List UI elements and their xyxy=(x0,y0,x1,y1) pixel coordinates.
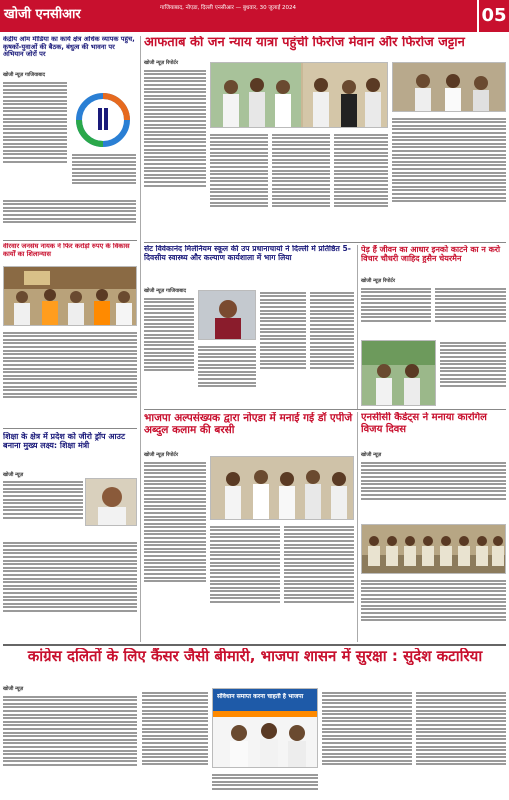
story-2-body-b xyxy=(210,132,268,240)
paper-name: खोजी एनसीआर xyxy=(4,7,81,22)
story-8-byline: खोजी न्यूज़ xyxy=(361,452,382,458)
story-4-body-d xyxy=(310,290,354,406)
masthead xyxy=(0,0,509,32)
story-6-body-b xyxy=(3,540,137,642)
story-3-body xyxy=(3,330,137,426)
story-7-photo xyxy=(210,456,354,520)
story-1-body xyxy=(3,80,67,198)
story-3-photo xyxy=(3,266,137,326)
story-7-byline: खोजी न्यूज़ रिपोर्टर xyxy=(144,452,178,458)
story-1-body-c xyxy=(3,198,136,236)
story-4-body-b xyxy=(198,344,256,406)
story-7-headline: भाजपा अल्पसंख्यक द्वारा नोएडा में मनाई गई डॉ एपीजे अब्दुल कलाम की बरसी xyxy=(144,412,353,437)
story-4-photo xyxy=(198,290,256,340)
story-3-headline: वीरवार जनसंघ नायक ने फिर करोड़ों रुपए के विकास कार्यों का शिलान्यास xyxy=(3,243,130,258)
story-9-body-b xyxy=(142,690,208,798)
story-1-byline: खोजी न्यूज़ गाजियाबाद xyxy=(3,72,46,78)
story-1-body-b xyxy=(72,152,136,198)
story-7-body xyxy=(144,460,206,640)
story-2-headline: आफताब की जन न्याय यात्रा पहुंची फिरोज मेवान और फिरोज जट्टान xyxy=(144,36,465,50)
story-8-body-b xyxy=(361,578,506,640)
story-2-byline: खोजी न्यूज़ रिपोर्टर xyxy=(144,60,178,66)
story-2-photo xyxy=(210,62,388,128)
story-5-body-b xyxy=(435,286,506,338)
story-4-body-c xyxy=(260,290,306,406)
story-9-byline: खोजी न्यूज़ xyxy=(3,686,24,692)
story-1-logo-image xyxy=(72,92,134,148)
story-9-photo-banner: संविधान समाप्त करना चाहती है भाजपा xyxy=(217,693,304,700)
story-9-headline: कांग्रेस दलितों के लिए कैंसर जैसी बीमारी, भाजपा शासन में सुरक्षा : सुदेश कटारिया xyxy=(27,648,483,665)
story-2-body-c xyxy=(272,132,330,240)
story-5-body xyxy=(361,286,431,338)
page-number: 05 xyxy=(481,5,507,26)
story-6-photo xyxy=(85,478,137,526)
story-4-body xyxy=(144,296,194,406)
story-9-body xyxy=(3,694,137,798)
story-9-photo xyxy=(212,688,318,768)
story-8-body xyxy=(361,460,506,520)
story-7-body-c xyxy=(284,524,354,640)
story-8-headline: एनसीसी कैडेट्स ने मनाया कारगिल विजय दिवस xyxy=(361,412,487,435)
story-2-body-e xyxy=(392,116,506,240)
story-6-byline: खोजी न्यूज़ xyxy=(3,472,24,478)
page-number-box xyxy=(477,0,509,32)
story-9-body-c xyxy=(212,772,318,798)
edition-info: गाजियाबाद, नोएडा, दिल्ली एनसीआर — बुधवार, 30 जुलाई 2024 xyxy=(160,5,297,11)
story-9-body-d xyxy=(322,690,412,798)
story-2-body xyxy=(144,68,206,240)
story-6-body xyxy=(3,479,83,539)
story-5-headline: पेड़ हैं जीवन का आधार इनको काटने का न करो विचार चौधरी जाहिद हुसैन चेयरमैन xyxy=(361,245,501,264)
story-6-headline xyxy=(3,432,137,450)
story-2-body-d xyxy=(334,132,388,240)
story-6-headline-text: शिक्षा के क्षेत्र में प्रदेश को जीरो ड्रॉप आउट बनाना मुख्य लक्ष्य: शिक्षा मंत्री xyxy=(3,432,125,451)
story-5-body-c xyxy=(440,340,506,406)
story-7-body-b xyxy=(210,524,280,640)
story-2-photo-b xyxy=(392,62,506,112)
story-1-headline: केंद्रीय ओम मीडिया का कार्य क्षेत्र अधिक व्यापक पहुंच, कृषकों-युवाओं की बैठक, बंधुत्व की भावना पर अभियान जोरों पर xyxy=(3,36,135,59)
story-5-photo xyxy=(361,340,436,406)
story-9-body-e xyxy=(416,690,506,798)
story-5-byline: खोजी न्यूज़ रिपोर्टर xyxy=(361,278,395,284)
story-8-photo xyxy=(361,524,506,574)
story-4-headline: सेंट विवेकानंद मिलेनियम स्कूल की उप प्रधानाचार्या ने दिल्ली में प्रतिष्ठित 5-दिवसीय स्वास्थ्य और कल्याण कार्यशाला में भाग लिया xyxy=(144,245,351,262)
story-4-byline: खोजी न्यूज़ गाजियाबाद xyxy=(144,288,187,294)
